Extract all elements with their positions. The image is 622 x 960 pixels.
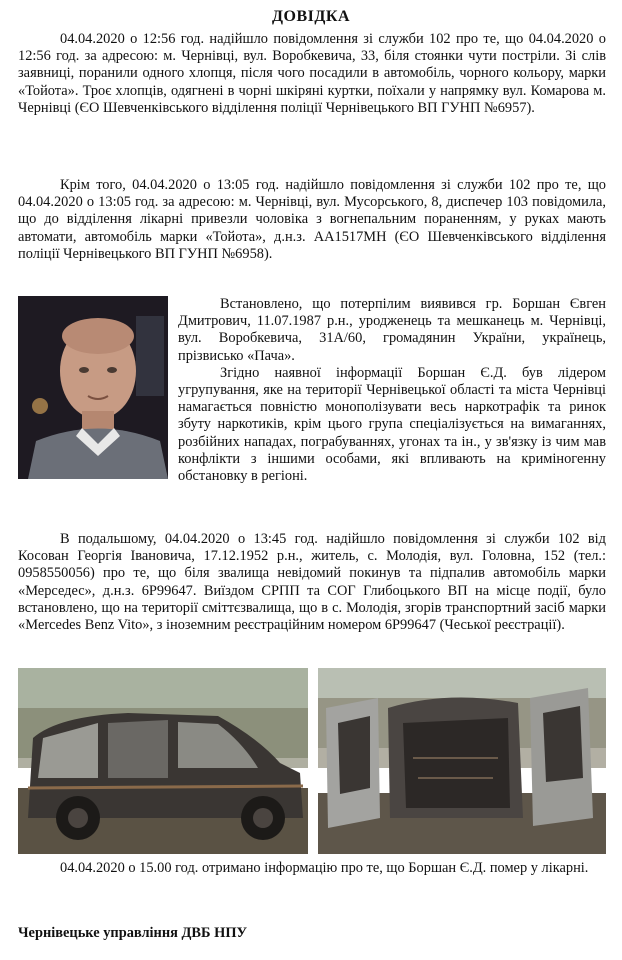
paragraph-report-1: 04.04.2020 о 12:56 год. надійшло повідомлення зі служби 102 про те, що 04.04.2020 о 12:56 год. за адресою: м. Чернівці, вул. Воробкевича, 33, біля стоянки чути постріли. Зі слів заявниці, поранили одного хлопця, після чого посадили в автомобіль, чорного кольору, марки «Тойота». Троє хлопців, одягнені в чорні шкіряні куртки, поїхали у напрямку вул. Комарова м. Чернівці (ЄО Шевченківського відділення поліції Чернівецького ВП ГУНП №6957). [18, 31, 606, 116]
burned-van-rear-photo [318, 668, 606, 854]
paragraph-burned-car: В подальшому, 04.04.2020 о 13:45 год. надійшло повідомлення зі служби 102 від Косован Георгія Івановича, 17.12.1952 р.н., житель, с. Молодія, вул. Головна, 152 (тел.: 0958550056) про те, що біля звалища невідомий покинув та підпалив автомобіль марки «Мерседес», д.н.з. 6Р99647. Виїздом СРПП та СОГ Глибоцького ВП на місце події, було встановлено, що на території сміттєзвалища, що в с. Молодія, згорів транспортний засіб марки «Mercedes Benz Vito», з іноземним реєстраційним номером 6Р99647 (Чеської реєстрації). [18, 531, 606, 634]
victim-group-text-content: Згідно наявної інформації Боршан Є.Д. був лідером угрупування, яке на території Чернівецької області та міста Чернівці намагається повністю монополізувати весь наркотрафік та ринок збуту наркотиків, крім цього група спеціалізується на вимаганнях, розбійних нападах, пограбуваннях, угонах та ін., у зв'язку із чим мав конфлікти з іншими особами, які впливають на криміногенну обстановку в регіоні. [178, 364, 606, 485]
burned-van-side-photo [18, 668, 308, 854]
portrait-photo [18, 296, 168, 479]
paragraph-death: 04.04.2020 о 15.00 год. отримано інформацію про те, що Боршан Є.Д. помер у лікарні. [60, 860, 589, 876]
paragraph-victim [18, 296, 606, 485]
paragraph-report-2: Крім того, 04.04.2020 о 13:05 год. надійшло повідомлення зі служби 102 про те, що 04.04.2020 о 13:05 год. за адресою: м. Чернівці, вул. Мусорського, 8, диспечер 103 повідомила, що до відділення лікарні привезли чоловіка з вогнепальним пораненням, у руках мають автомати, автомобіль марки «Тойота», д.н.з. АА1517МН (ЄО Шевченківського відділення поліції Чернівецького ВП ГУНП №6958). [18, 177, 606, 262]
signature-department: Чернівецьке управління ДВБ НПУ [18, 925, 248, 941]
victim-identity-text: Встановлено, що потерпілим виявився гр. Боршан Євген Дмитрович, 11.07.1987 р.н., уродженець та мешканець м. Чернівці, вул. Воробкевича, 31А/60, громадянин України, українець, прізвисько «Пача». [178, 296, 606, 364]
document-title: ДОВІДКА [271, 8, 350, 25]
